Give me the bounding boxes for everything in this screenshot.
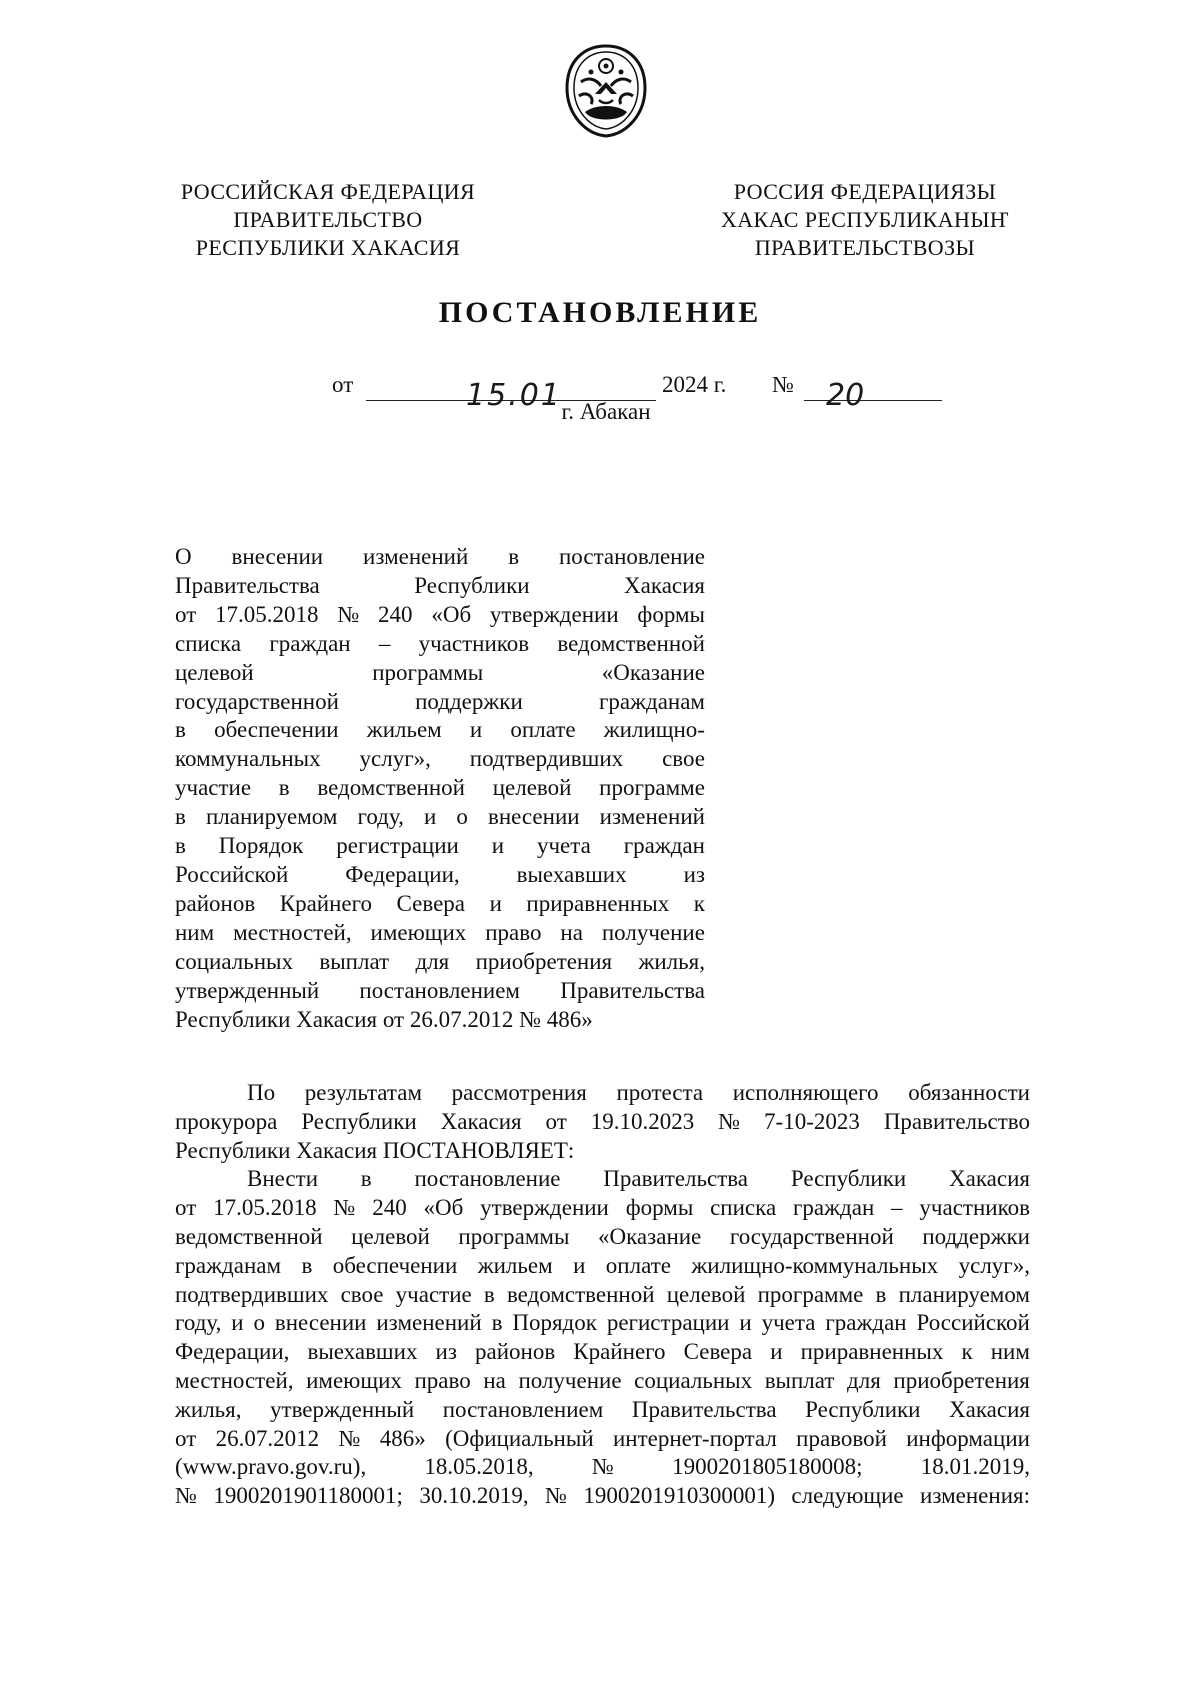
word: в (301, 1252, 313, 1278)
subject-line (175, 977, 705, 1006)
word: граждан (825, 1310, 907, 1336)
word: ним (990, 1339, 1030, 1365)
word: изменений (599, 804, 705, 830)
word: регистрации (606, 1310, 730, 1336)
word: 1900201901180001; (213, 1483, 403, 1509)
word: граждан (623, 833, 705, 859)
word: приравненных (800, 1339, 944, 1365)
word: Хакасия (440, 1108, 522, 1134)
word: в (491, 1310, 503, 1336)
word: Крайнего (279, 890, 372, 916)
word: 30.10.2019, (419, 1483, 529, 1509)
word: о (456, 804, 468, 830)
word: 18.01.2019, (920, 1454, 1030, 1480)
header-left-line: РЕСПУБЛИКИ ХАКАСИЯ (195, 235, 461, 260)
date-year: 2024 г. (662, 372, 727, 397)
word: в (360, 1166, 372, 1192)
word: интернет-портал (612, 1425, 777, 1451)
word: По (247, 1080, 276, 1105)
body-line (175, 1482, 1030, 1511)
word: социальных (634, 1367, 753, 1393)
word: и (573, 1252, 586, 1278)
word: подтвердивших (175, 1281, 329, 1307)
handwritten-number: 20 (826, 378, 865, 413)
word: от (175, 1195, 197, 1221)
word: № (544, 1483, 567, 1509)
word: 1900201910300001) (583, 1483, 775, 1509)
word: планируемом (205, 804, 338, 830)
word: Правительства (631, 1396, 777, 1422)
word: жильем (477, 1252, 553, 1278)
word: 17.05.2018 (213, 1195, 317, 1221)
header-right-line: ПРАВИТЕЛЬСТВОЗЫ (754, 235, 976, 260)
word: 26.07.2012 (215, 1425, 320, 1451)
word: «Оказание (601, 659, 705, 685)
subject-line (175, 601, 705, 630)
word: году, (357, 804, 404, 830)
word: Республики (414, 572, 530, 598)
word: обеспечении (214, 717, 339, 743)
word: Республики (790, 1166, 907, 1192)
word: списка (710, 1195, 777, 1221)
word: целевой (351, 1223, 430, 1249)
word: к (693, 890, 705, 916)
word: и (489, 890, 502, 916)
word: участников (919, 1195, 1030, 1221)
word: Российской (916, 1310, 1030, 1336)
word: № (718, 1108, 741, 1134)
word: государственной (175, 688, 339, 714)
word: году, (175, 1310, 222, 1336)
header-right-block (700, 178, 1030, 262)
word: от (175, 601, 197, 627)
word: участие (175, 775, 252, 801)
subject-line (175, 745, 705, 774)
body-line (175, 1194, 1030, 1223)
word: в (278, 775, 290, 801)
word: 240 (378, 601, 413, 627)
word: регистрации (336, 833, 459, 859)
handwritten-date: 15.01 (466, 378, 562, 413)
word: свое (340, 1281, 384, 1307)
word: 19.10.2023 (590, 1108, 695, 1134)
word: приобретения (475, 948, 613, 974)
word: постановление (414, 1166, 561, 1192)
word: и (739, 1310, 752, 1336)
word: для (415, 948, 450, 974)
word: для (847, 1367, 881, 1393)
word: Севера (396, 890, 466, 916)
body-line (175, 1281, 1030, 1310)
word: – (891, 1195, 903, 1221)
subject-line (175, 543, 705, 572)
word: Республики (805, 1396, 921, 1422)
word: 486» (379, 1425, 426, 1451)
word: на (483, 1367, 506, 1393)
subject-line (175, 774, 705, 803)
word: утверждении (480, 1195, 609, 1221)
body-line (175, 1108, 1030, 1137)
word: Порядок (512, 1310, 597, 1336)
word: правовой (796, 1425, 887, 1451)
coat-of-arms-emblem (561, 42, 651, 138)
word: утверждении (489, 601, 619, 627)
word: Крайнего (573, 1339, 666, 1365)
word: социальных (175, 948, 293, 974)
word: целевой (666, 1281, 746, 1307)
subject-line (175, 659, 705, 688)
word: в (875, 1281, 887, 1307)
number-label: № (772, 372, 794, 397)
word: рассмотрения (451, 1080, 587, 1105)
word: подтвердивших (469, 746, 624, 772)
word: получение (518, 1367, 622, 1393)
word: свое (662, 746, 705, 772)
body-line (175, 1338, 1030, 1367)
word: внесении (487, 804, 580, 830)
word: № (591, 1454, 614, 1480)
word: Республики (301, 1108, 417, 1134)
word: Хакасия (624, 572, 705, 598)
word: изменений (363, 544, 469, 569)
word: из (683, 861, 705, 887)
word: списка (175, 630, 242, 656)
body-line (175, 1396, 1030, 1425)
word: жилья, (175, 1396, 242, 1422)
word: постановлением (359, 977, 520, 1003)
subject-line (175, 948, 705, 977)
subject-line (175, 832, 705, 861)
word: Хакасия (949, 1166, 1030, 1192)
word: выехавших (516, 861, 627, 887)
word: ведомственной (317, 775, 465, 801)
word: Правительство (883, 1108, 1030, 1134)
word: результатам (304, 1080, 422, 1105)
subject-line (175, 861, 705, 890)
word: программе (757, 1281, 864, 1307)
body-line (175, 1425, 1030, 1454)
word: выплат (319, 948, 390, 974)
word: имеющих (370, 919, 467, 945)
word: право (485, 919, 542, 945)
header-left-line: РОССИЙСКАЯ ФЕДЕРАЦИЯ (180, 179, 476, 204)
number-field (804, 372, 942, 413)
word: «Об (423, 1195, 464, 1221)
subject-line (175, 688, 705, 717)
word: 18.05.2018, (424, 1454, 534, 1480)
word: жилья, (638, 948, 705, 974)
word: гражданам (175, 1252, 282, 1278)
word: от (545, 1108, 567, 1134)
word: 17.05.2018 (215, 601, 319, 627)
header-right-line: ХАКАС РЕСПУБЛИКАНЫҤ (720, 207, 1010, 232)
word: Порядок (218, 833, 304, 859)
word: и (770, 1339, 783, 1365)
word: постановлением (442, 1396, 604, 1422)
word: местностей, (233, 919, 352, 945)
word: жилищно-коммунальных (691, 1252, 939, 1278)
subject-line (175, 630, 705, 659)
word: планируемом (898, 1281, 1030, 1307)
word: ним (175, 919, 215, 945)
word: ведомственной (506, 1281, 655, 1307)
word: поддержки (922, 1223, 1030, 1249)
word: Российской (175, 861, 289, 887)
subject-line (175, 919, 705, 948)
word: «Оказание (598, 1223, 702, 1249)
word: протеста (616, 1080, 704, 1105)
word: внесении (231, 544, 324, 569)
word: программы (372, 659, 484, 685)
word: оплате (605, 1252, 671, 1278)
word: участие (395, 1281, 472, 1307)
body-line (175, 1453, 1030, 1482)
word: на (560, 919, 583, 945)
word: из (435, 1339, 457, 1365)
word: Правительства (560, 977, 705, 1003)
word: услуг», (359, 746, 431, 772)
word: районов (475, 1339, 556, 1365)
subject-block (175, 543, 705, 1034)
word: и (231, 1310, 244, 1336)
word: учета (536, 833, 591, 859)
word: граждан (793, 1195, 875, 1221)
subject-line (175, 572, 705, 601)
subject-line: Республики Хакасия от 26.07.2012 № 486» (175, 1006, 593, 1032)
word: изменений (376, 1310, 482, 1336)
word: прокурора (175, 1108, 278, 1134)
word: выплат (764, 1367, 835, 1393)
body-line (175, 1367, 1030, 1396)
word: оплате (510, 717, 576, 743)
document-type-title: ПОСТАНОВЛЕНИЕ (438, 296, 762, 329)
word: Севера (683, 1339, 753, 1365)
word: граждан (269, 630, 351, 656)
body-line (175, 1309, 1030, 1338)
body-line (175, 1079, 1030, 1108)
word: участников (418, 630, 530, 656)
body-line: Республики Хакасия ПОСТАНОВЛЯЕТ: (175, 1137, 575, 1163)
word: постановление (558, 544, 705, 569)
body-line (175, 1223, 1030, 1252)
subject-line (175, 803, 705, 832)
word: поддержки (415, 688, 523, 714)
word: 7-10-2023 (764, 1108, 860, 1134)
word: о (253, 1310, 265, 1336)
word: в (175, 833, 186, 859)
word: приобретения (893, 1367, 1030, 1393)
word: формы (625, 1195, 694, 1221)
word: в (175, 717, 186, 743)
word: в (508, 544, 520, 569)
word: государственной (729, 1223, 894, 1249)
word: Правительства (175, 572, 320, 598)
subject-line (175, 716, 705, 745)
word: приравненных (526, 890, 670, 916)
city-line: г. Абакан (561, 399, 651, 424)
word: (www.pravo.gov.ru), (175, 1454, 367, 1480)
word: обязанности (908, 1080, 1030, 1105)
word: программе (599, 775, 705, 801)
word: № (175, 1483, 197, 1509)
word: и (469, 717, 483, 743)
word: 1900201805180008; (672, 1454, 863, 1480)
word: и (423, 804, 437, 830)
word: имеющих (306, 1367, 402, 1393)
word: Федерации, (175, 1339, 290, 1365)
word: жилищно- (603, 717, 705, 743)
word: Правительства (603, 1166, 749, 1192)
body-line (175, 1165, 1030, 1194)
word: ведомственной (557, 630, 705, 656)
subject-line (175, 890, 705, 919)
word: – (378, 630, 391, 656)
word: выехавших (307, 1339, 418, 1365)
word: утвержденный (175, 977, 320, 1003)
header-left-block (163, 178, 493, 262)
word: О (175, 544, 192, 569)
word: Хакасия (949, 1396, 1030, 1422)
word: учета (761, 1310, 816, 1336)
word: внесении (274, 1310, 367, 1336)
body-text (175, 1079, 1030, 1511)
word: № (337, 601, 360, 627)
word: право (414, 1367, 471, 1393)
word: № (338, 1425, 361, 1451)
word: информации (906, 1425, 1030, 1451)
word: № (333, 1195, 356, 1221)
word: Внести (247, 1166, 318, 1192)
word: и (491, 833, 505, 859)
word: целевой (492, 775, 572, 801)
word: Федерации, (345, 861, 460, 887)
word: обеспечении (332, 1252, 458, 1278)
word: 240 (372, 1195, 407, 1221)
word: жильем (366, 717, 442, 743)
word: местностей, (175, 1367, 294, 1393)
header-right-line: РОССИЯ ФЕДЕРАЦИЯЗЫ (733, 179, 997, 204)
word: получение (601, 919, 705, 945)
word: услуг», (958, 1252, 1030, 1278)
word: в (175, 804, 186, 830)
body-line (175, 1252, 1030, 1281)
date-prefix: от (332, 372, 354, 397)
word: районов (175, 890, 256, 916)
word: исполняющего (732, 1080, 879, 1105)
word: ведомственной (175, 1223, 323, 1249)
word: «Об (431, 601, 472, 627)
word: формы (637, 601, 705, 627)
word: (Официальный (445, 1425, 594, 1451)
word: от (175, 1425, 197, 1451)
word: изменения: (920, 1483, 1030, 1509)
word: следующие (791, 1483, 904, 1509)
word: утвержденный (270, 1396, 415, 1422)
word: коммунальных (175, 746, 321, 772)
word: к (961, 1339, 973, 1365)
header-left-line: ПРАВИТЕЛЬСТВО (233, 207, 423, 232)
word: гражданам (598, 688, 705, 714)
word: программы (458, 1223, 570, 1249)
word: в (483, 1281, 495, 1307)
word: целевой (175, 659, 254, 685)
